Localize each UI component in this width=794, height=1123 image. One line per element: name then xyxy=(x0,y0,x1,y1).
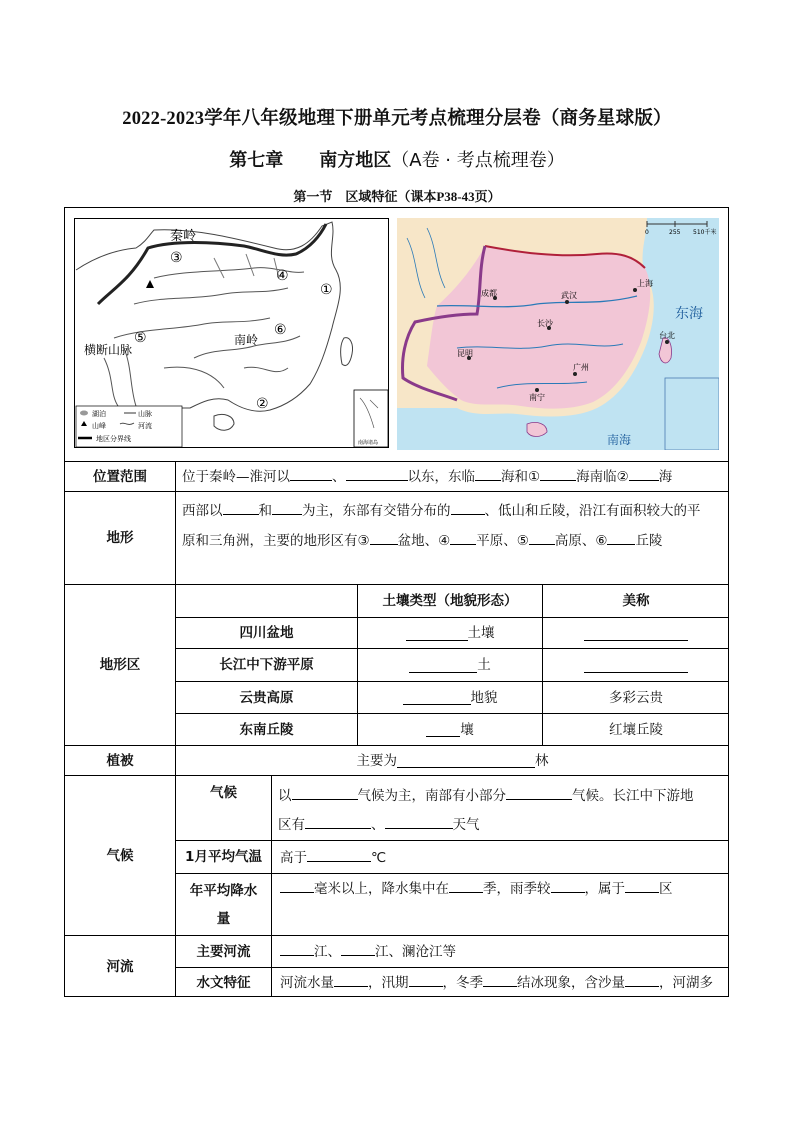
legend-boundary: 地区分界线 xyxy=(96,435,131,443)
blank[interactable] xyxy=(292,785,358,800)
vegetation-text: 主要为 林 xyxy=(356,752,549,769)
row-label-regions: 地形区 xyxy=(99,657,141,673)
blank[interactable] xyxy=(584,658,688,673)
rainfall-label: 年平均降水 量 xyxy=(189,882,258,927)
region-soil: 壤 xyxy=(358,714,542,745)
region-soil: 地貌 xyxy=(358,682,542,713)
region-name: 东南丘陵 xyxy=(239,721,294,738)
blank[interactable] xyxy=(506,785,572,800)
region-nickname: 多彩云贵 xyxy=(609,689,663,706)
blank[interactable] xyxy=(280,878,314,893)
blank[interactable] xyxy=(223,500,259,515)
row-label-climate: 气候 xyxy=(106,847,134,864)
main-rivers-text: 江、 江、澜沧江等 xyxy=(280,941,728,963)
blank[interactable] xyxy=(625,972,659,987)
label-inset: 南海诸岛 xyxy=(358,440,379,446)
region-nickname: 红壤丘陵 xyxy=(609,721,663,738)
city-taibei: 台北 xyxy=(659,331,675,340)
chapter-number: 第七章 xyxy=(229,150,284,171)
legend-river: 河流 xyxy=(138,422,152,430)
label-qinling: 秦岭 xyxy=(170,229,197,244)
section-title: 第一节 区域特征（课本P38-43页） xyxy=(293,189,501,204)
label-2: ② xyxy=(256,396,269,412)
blank[interactable] xyxy=(370,530,398,545)
landform-text: 西部以 和 为主，东部有交错分布的 、低山和丘陵，沿江有面积较大的平 原和三角洲，主要的地形区有③ 盆地、④ 平原、⑤ 高原、⑥ 丘陵 xyxy=(182,496,727,580)
label-hengduan: 横断山脉 xyxy=(84,343,133,357)
south-china-colored-map xyxy=(397,218,719,450)
rainfall-text: 毫米以上，降水集中在 季，雨季较 ，属于 区 xyxy=(280,878,728,900)
legend-lake: 湖泊 xyxy=(92,410,106,418)
hydro-label: 水文特征 xyxy=(196,974,251,991)
header-soil-type: 土壤类型（地貌形态） xyxy=(382,593,518,609)
chapter-title xyxy=(0,146,794,172)
legend-mountain-range: 山脉 xyxy=(138,410,152,418)
region-soil: 土壤 xyxy=(358,618,542,648)
row-label-landform: 地形 xyxy=(106,530,134,546)
region-name: 四川盆地 xyxy=(239,625,294,641)
region-name: 云贵高原 xyxy=(239,689,294,706)
label-nanling: 南岭 xyxy=(234,333,259,347)
blank[interactable] xyxy=(397,753,535,768)
jan-temp-label: 1月平均气温 xyxy=(185,849,262,865)
main-rivers-label: 主要河流 xyxy=(196,943,251,960)
location-text: 位于秦岭—淮河以 、 以东，东临 海和① 海南临② 海 xyxy=(182,466,727,488)
label-3: ③ xyxy=(170,250,183,266)
hydro-text: 河流水量 ，汛期 ，冬季 结冰现象，含沙量 ，河湖多 xyxy=(280,972,728,994)
sea-donghai: 东海 xyxy=(675,306,703,322)
label-6: ⑥ xyxy=(274,322,287,338)
scale-255: 255 xyxy=(669,229,681,236)
city-kunming: 昆明 xyxy=(457,349,473,358)
region-soil: 土 xyxy=(358,649,542,681)
blank[interactable] xyxy=(409,658,477,673)
city-nanning: 南宁 xyxy=(529,393,545,402)
sea-nanhai: 南海 xyxy=(607,433,632,447)
blank[interactable] xyxy=(406,626,468,641)
blank[interactable] xyxy=(450,530,476,545)
blank[interactable] xyxy=(426,722,460,737)
blank[interactable] xyxy=(305,814,371,829)
label-4: ④ xyxy=(276,268,289,284)
blank[interactable] xyxy=(280,941,314,956)
blank[interactable] xyxy=(346,466,408,481)
blank[interactable] xyxy=(483,972,517,987)
row-label-vegetation: 植被 xyxy=(106,752,134,769)
city-wuhan: 武汉 xyxy=(561,291,577,300)
climate-type-label: 气候 xyxy=(210,785,237,801)
legend-peak: 山峰 xyxy=(92,422,106,430)
city-guangzhou: 广州 xyxy=(573,363,589,372)
blank[interactable] xyxy=(409,972,443,987)
chapter-subtitle: （A卷 · 考点梳理卷） xyxy=(391,150,565,171)
blank[interactable] xyxy=(334,972,368,987)
blank[interactable] xyxy=(451,500,485,515)
label-5: ⑤ xyxy=(134,330,147,346)
city-chengdu: 成都 xyxy=(481,289,497,298)
blank[interactable] xyxy=(629,466,659,481)
blank[interactable] xyxy=(307,847,371,862)
blank[interactable] xyxy=(551,878,585,893)
city-changsha: 长沙 xyxy=(537,319,553,328)
blank[interactable] xyxy=(625,878,659,893)
city-shanghai: 上海 xyxy=(637,279,653,288)
blank[interactable] xyxy=(341,941,375,956)
blank[interactable] xyxy=(584,626,688,641)
blank[interactable] xyxy=(607,530,635,545)
region-name: 长江中下游平原 xyxy=(219,657,314,673)
climate-type-text: 以 气候为主，南部有小部分 气候。长江中下游地 区有 、 天气 xyxy=(278,782,728,840)
blank[interactable] xyxy=(475,466,501,481)
blank[interactable] xyxy=(540,466,576,481)
region-nickname xyxy=(543,618,729,648)
chapter-name: 南方地区 xyxy=(319,150,392,171)
blank[interactable] xyxy=(290,466,332,481)
south-china-outline-map xyxy=(74,218,389,448)
scale-0: 0 xyxy=(645,229,649,236)
blank[interactable] xyxy=(385,814,453,829)
document-title: 2022-2023学年八年级地理下册单元考点梳理分层卷（商务星球版） xyxy=(122,109,672,129)
region-nickname xyxy=(543,649,729,681)
label-1: ① xyxy=(320,282,333,298)
blank[interactable] xyxy=(449,878,483,893)
blank[interactable] xyxy=(529,530,555,545)
row-label-rivers: 河流 xyxy=(106,958,134,975)
blank[interactable] xyxy=(272,500,302,515)
header-nickname: 美称 xyxy=(622,593,650,609)
jan-temp-text: 高于 ℃ xyxy=(280,847,728,869)
row-label-location: 位置范围 xyxy=(93,468,147,485)
scale-510: 510千米 xyxy=(693,229,717,236)
blank[interactable] xyxy=(403,690,471,705)
